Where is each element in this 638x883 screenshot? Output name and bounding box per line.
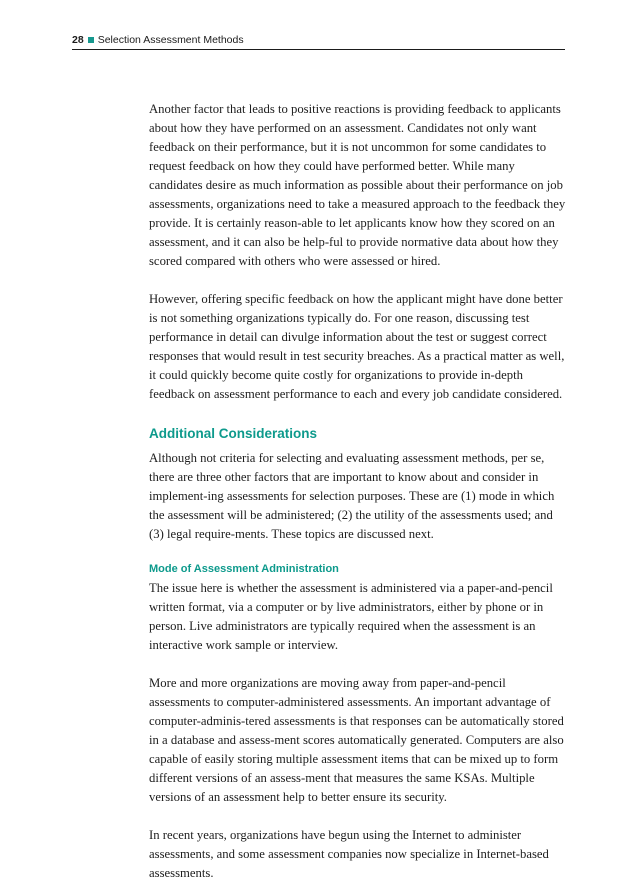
page-body	[149, 100, 569, 883]
sub-heading-mode-of-administration: Mode of Assessment Administration	[149, 563, 339, 575]
paragraph-feedback-reactions: Another factor that leads to positive reactions is providing feedback to applicants about how they have performed on an assessment. Candidates not only want feedback on their performance, but it is not uncommon for some candidates to request feedback on how they could have performed better. While many candidates desire as much information as possible about their performance on job assessments, organizations need to take a measured approach to the feedback they provide. It is certainly reason-able to let applicants know how they scored on an assessment, and it can also be help-ful to provide normative data about how they scored compared with others who were assessed or hired.	[149, 102, 566, 268]
paragraph-internet-assessments: In recent years, organizations have begun using the Internet to administer assessments, and some assessment companies now specialize in Internet-based assessments.	[149, 828, 549, 880]
square-bullet-icon	[88, 37, 94, 43]
running-header	[72, 34, 565, 50]
running-header-title: Selection Assessment Methods	[97, 34, 244, 46]
paragraph-administration-issue: The issue here is whether the assessment is administered via a paper-and-pencil written format, via a computer or by live administrators, either by phone or in person. Live administrators are typically required when the assessment is an interactive work sample or interview.	[149, 581, 553, 652]
paragraph-three-factors: Although not criteria for selecting and evaluating assessment methods, per se, there are three other factors that are important to know about and consider in implement-ing assessments for selection purposes. These are (1) mode in which the assessment will be administered; (2) the utility of the assessments used; and (3) legal require-ments. These topics are discussed next.	[149, 451, 555, 541]
section-heading-additional-considerations: Additional Considerations	[149, 426, 318, 441]
paragraph-specific-feedback: However, offering specific feedback on how the applicant might have done better is not something organizations typically do. For one reason, discussing test performance in detail can divulge information about the test or suggest correct responses that would result in test security breaches. As a practical matter as well, it could quickly become quite costly for organizations to provide in-depth feedback on assessment performance to each and every job candidate considered.	[149, 292, 565, 401]
page-number: 28	[72, 34, 84, 46]
paragraph-computer-administered: More and more organizations are moving away from paper-and-pencil assessments to computer-administered assessments. An important advantage of computer-adminis-tered assessments is that responses can be automatically stored in a database and assess-ment scores automatically generated. Computers are also capable of easily storing multiple assessment items that can be mixed up to form different versions of an assess-ment that measures the same KSAs. Multiple versions of an assessment help to better ensure its security.	[149, 676, 564, 804]
